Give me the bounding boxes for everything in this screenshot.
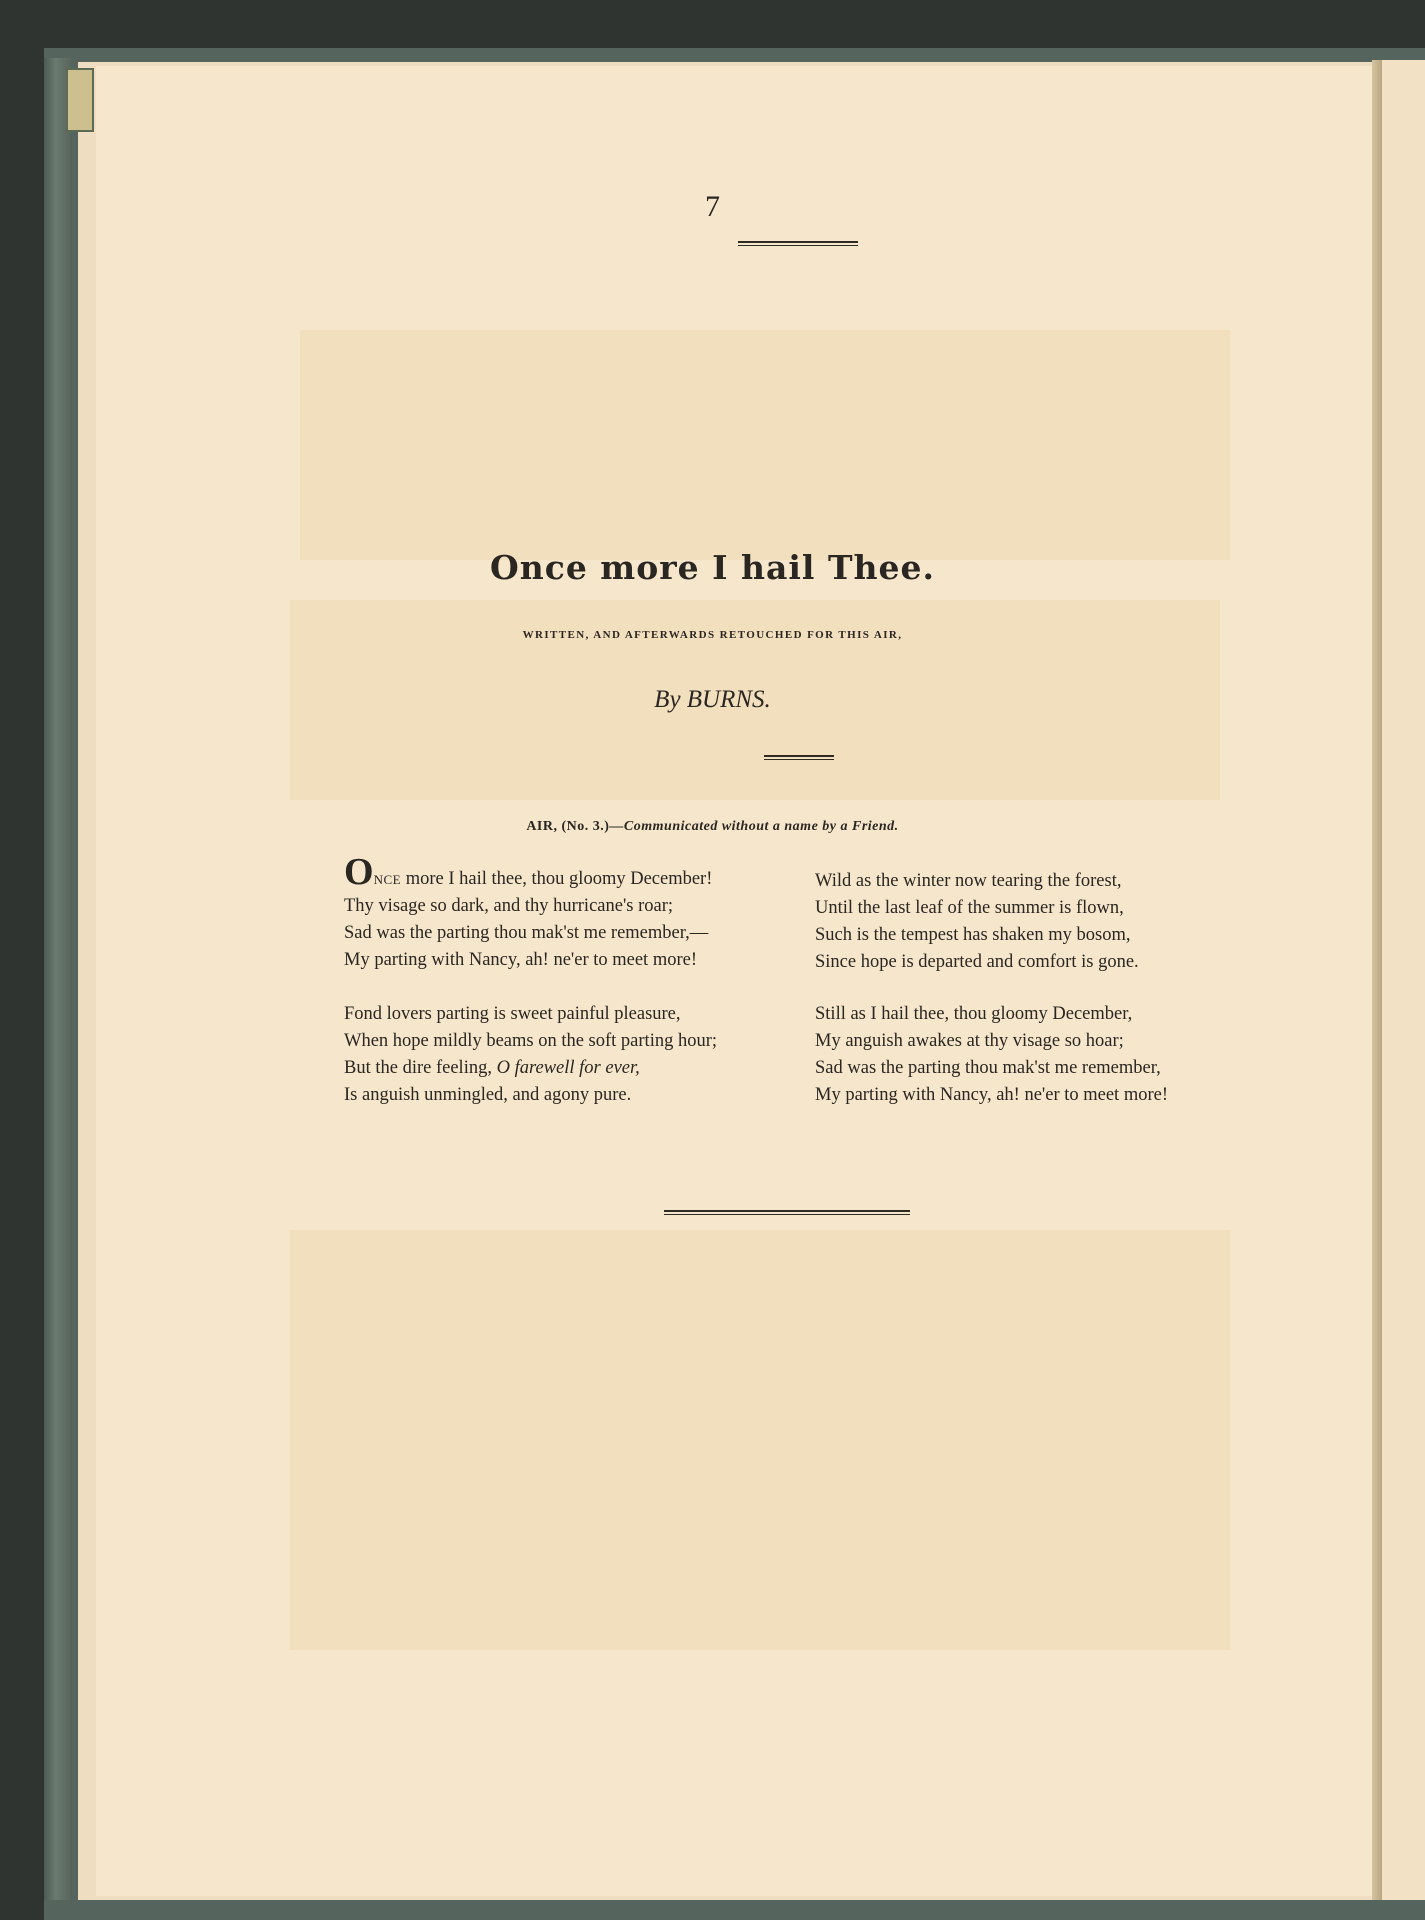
verse-line: My parting with Nancy, ah! ne'er to meet more! <box>815 1085 1168 1105</box>
verse-line <box>344 851 814 893</box>
verse-line: My anguish awakes at thy visage so hoar; <box>815 1031 1124 1051</box>
verse-line <box>344 1055 814 1082</box>
verse-line: When hope mildly beams on the soft parting hour; <box>344 1031 718 1051</box>
verse-line: Since hope is departed and comfort is gone. <box>815 952 1139 972</box>
verse-text: But the dire feeling, <box>344 1058 497 1078</box>
facing-page-edge <box>1382 60 1425 1900</box>
show-through-block <box>290 1230 1230 1650</box>
poem-subtitle: WRITTEN, AND AFTERWARDS RETOUCHED FOR THIS AIR, <box>522 629 903 641</box>
verse-line: Until the last leaf of the summer is flown, <box>815 898 1124 918</box>
stanza-right-1 <box>815 868 1285 976</box>
header-rule <box>738 241 858 246</box>
air-note <box>0 819 1425 835</box>
page-gutter <box>1372 60 1382 1900</box>
poem-title: Once more I hail Thee. <box>489 548 935 587</box>
drop-cap: O <box>344 851 374 893</box>
verse-line: My parting with Nancy, ah! ne'er to meet more! <box>344 950 697 970</box>
verse-line: Such is the tempest has shaken my bosom, <box>815 925 1131 945</box>
verse-line: Is anguish unmingled, and agony pure. <box>344 1085 632 1105</box>
verse-line: Fond lovers parting is sweet painful pleasure, <box>344 1004 681 1024</box>
stanza-right-2 <box>815 1001 1285 1109</box>
air-label: AIR, (No. 3.) <box>526 819 610 834</box>
closing-rule <box>664 1210 910 1215</box>
air-communicated: —Communicated without a name by a Friend. <box>609 819 899 834</box>
book-spine-edge <box>44 58 70 1900</box>
poem-author: By BURNS. <box>654 686 771 713</box>
verse-line: Thy visage so dark, and thy hurricane's roar; <box>344 896 674 916</box>
stanza-left-2 <box>344 1001 814 1109</box>
verse-line: Wild as the winter now tearing the forest, <box>815 871 1122 891</box>
verse-italic: O farewell for ever, <box>496 1058 640 1078</box>
verse-line: Sad was the parting thou mak'st me remember,— <box>344 923 709 943</box>
verse-line: Sad was the parting thou mak'st me remember, <box>815 1058 1161 1078</box>
small-caps: NCE <box>373 872 402 887</box>
verse-line: Still as I hail thee, thou gloomy December, <box>815 1004 1133 1024</box>
verse-text: more I hail thee, thou gloomy December! <box>401 869 713 889</box>
page-number: 7 <box>705 190 720 223</box>
show-through-block <box>300 330 1230 560</box>
title-rule <box>764 755 834 760</box>
stanza-left-1 <box>344 851 814 974</box>
cover-corner <box>66 68 94 132</box>
